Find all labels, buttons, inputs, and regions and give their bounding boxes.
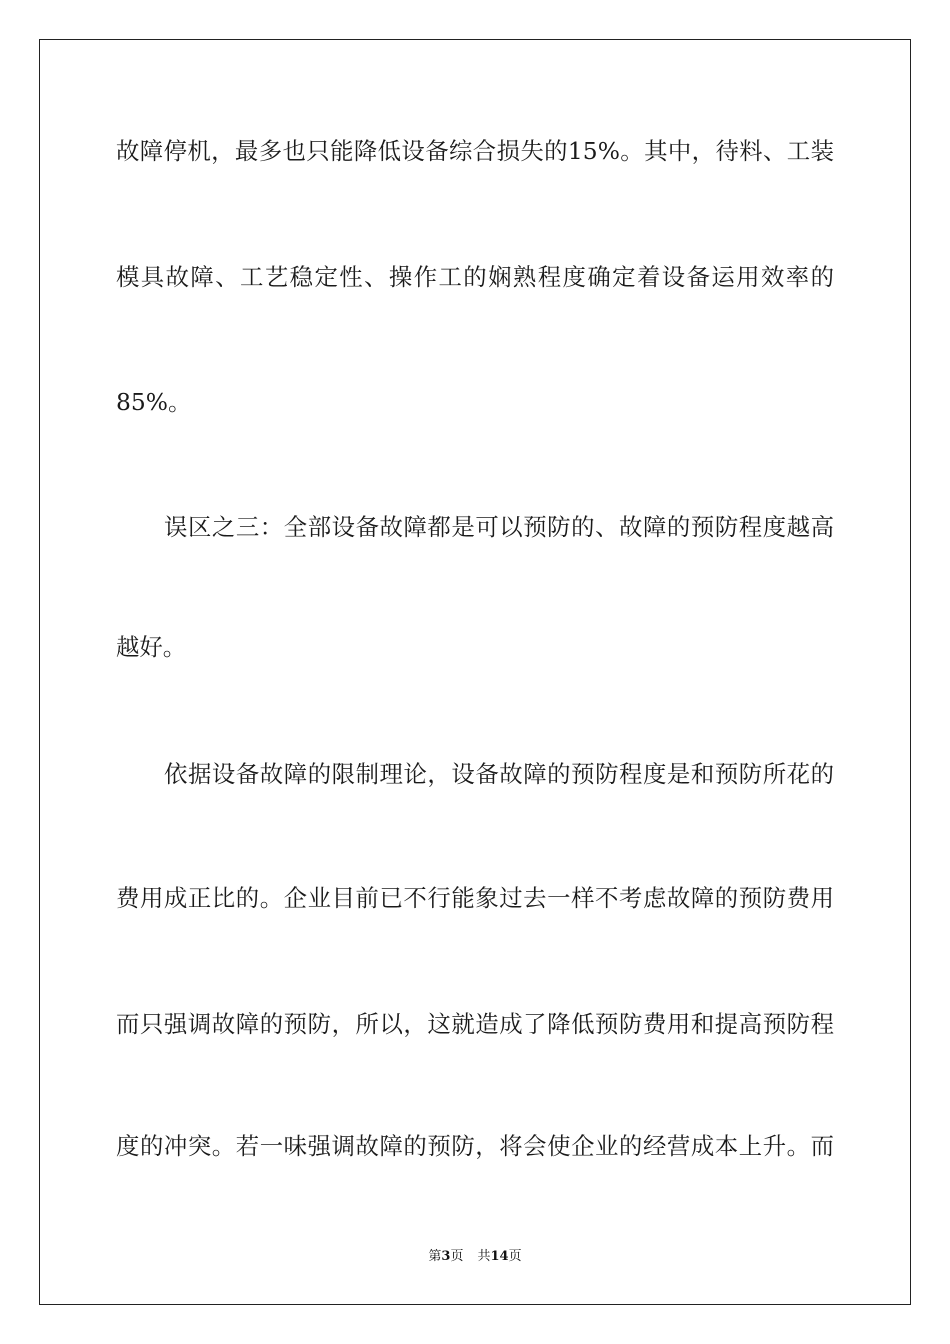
- paragraph-line: 而只强调故障的预防，所以，这就造成了降低预防费用和提高预防程: [116, 1010, 834, 1038]
- paragraph-line: 故障停机，最多也只能降低设备综合损失的15%。其中，待料、工装: [116, 137, 834, 165]
- paragraph-line: 误区之三：全部设备故障都是可以预防的、故障的预防程度越高: [164, 513, 834, 541]
- paragraph-line: 模具故障、工艺稳定性、操作工的娴熟程度确定着设备运用效率的: [116, 263, 834, 291]
- page-border: [39, 39, 911, 1305]
- page-prefix: 第: [428, 1249, 442, 1264]
- page-number: 3: [441, 1249, 451, 1264]
- page-suffix: 页: [450, 1249, 464, 1264]
- total-suffix: 页: [508, 1249, 522, 1264]
- paragraph-line: 85%。: [116, 388, 192, 416]
- total-pages: 14: [490, 1249, 509, 1264]
- paragraph-line: 度的冲突。若一味强调故障的预防，将会使企业的经营成本上升。而: [116, 1132, 834, 1160]
- paragraph-line: 费用成正比的。企业目前已不行能象过去一样不考虑故障的预防费用: [116, 884, 834, 912]
- paragraph-line: 依据设备故障的限制理论，设备故障的预防程度是和预防所花的: [164, 760, 834, 788]
- total-prefix: 共: [477, 1249, 491, 1264]
- paragraph-line: 越好。: [116, 633, 187, 661]
- page-footer: [0, 1248, 950, 1266]
